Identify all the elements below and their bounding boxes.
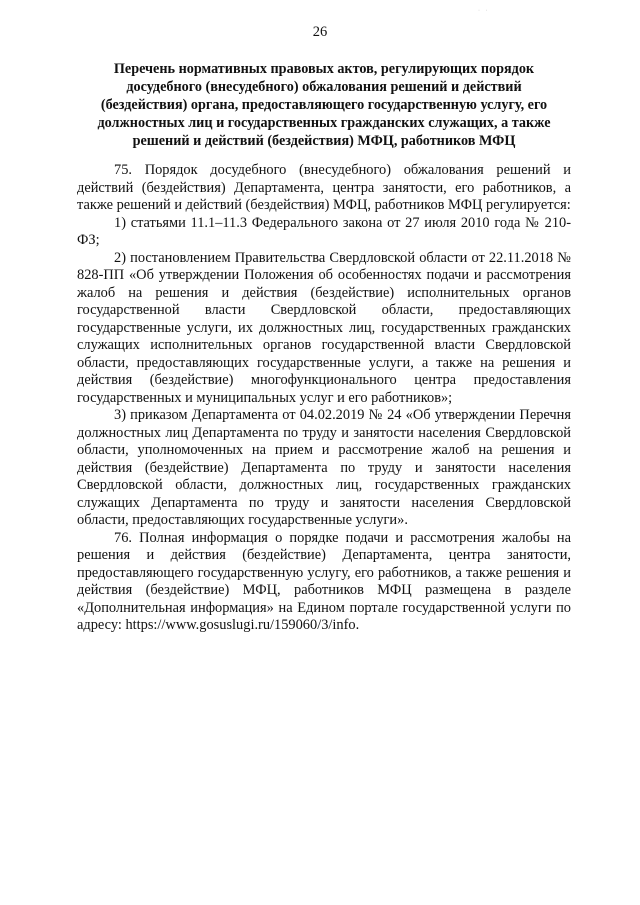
document-body [77,162,571,635]
page-number: 26 [312,24,328,40]
paragraph-75: 75. Порядок досудебного (внесудебного) обжалования решений и действий (бездействия) Департамента, центра занятости, его работников, а также решений и действий (бездействия) МФЦ, работников МФЦ регулируется: [77,162,571,213]
document-title: Перечень нормативных правовых актов, регулирующих порядок досудебного (внесудебного) обжалования решений и действий (бездействия) органа, предоставляющего государственную услугу, его должностных лиц и государственных гражданских служащих, а также решений и действий (бездействия) МФЦ, работников МФЦ [97,61,551,149]
list-item-3: 3) приказом Департамента от 04.02.2019 № 24 «Об утверждении Перечня должностных лиц Департамента по труду и занятости населения Свердловской области, уполномоченных на прием и рассмотрение жалоб на решения и действия (бездействие) Департамента по труду и занятости населения Свердловской области, должностных лиц, государственных гражданских служащих Департамента по труду и занятости населения Свердловской области, предоставляющих государственные услуги». [77,407,571,528]
header-mark: · · [478,8,490,14]
list-item-2: 2) постановлением Правительства Свердловской области от 22.11.2018 № 828-ПП «Об утверждении Положения об особенностях подачи и рассмотрения жалоб на решения и действия (бездействие) исполнительных органов государственной власти Свердловской области, предоставляющих государственные услуги, их должностных лиц, государственных гражданских служащих исполнительных органов государственной власти Свердловской области, предоставляющих государственные услуги, а также на решения и действия (бездействие) многофункционального центра предоставления государственных и муниципальных услуг и его работников»; [77,249,571,406]
list-item-1: 1) статьями 11.1–11.3 Федерального закона от 27 июля 2010 года № 210-ФЗ; [77,214,571,248]
paragraph-76: 76. Полная информация о порядке подачи и рассмотрения жалобы на решения и действия (бездействие) Департамента, центра занятости, предоставляющего государственную услугу, его работников, а также решения и действия (бездействие) МФЦ, работников МФЦ размещена в разделе «Дополнительная информация» на Едином портале государственной услуги по адресу: https://www.gosuslugi.ru/159060/3/info. [77,529,571,633]
